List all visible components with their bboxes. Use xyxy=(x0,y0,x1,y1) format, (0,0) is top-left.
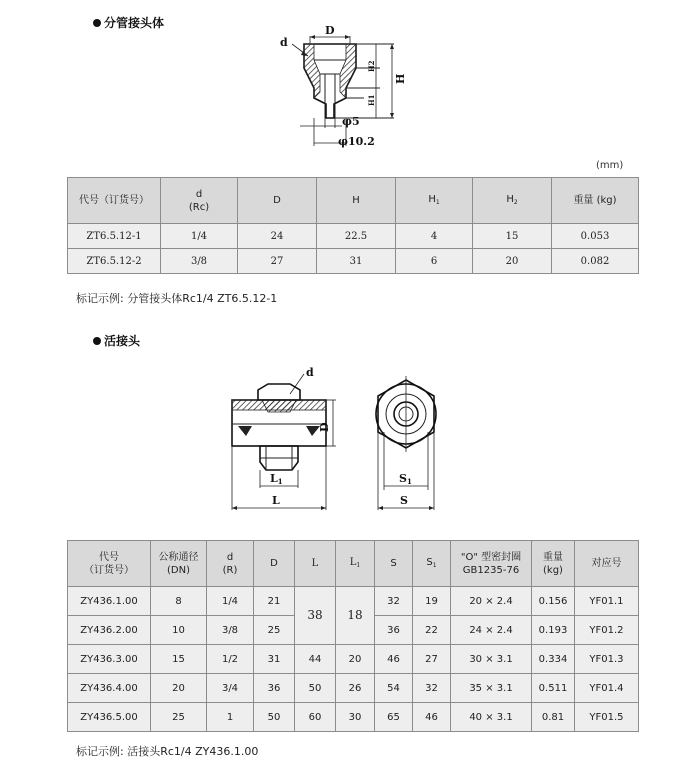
table-header-row xyxy=(68,178,639,224)
header-code: 代号（订货号） xyxy=(68,178,161,224)
header-H2: $H_2$ xyxy=(473,178,552,224)
header-D: D xyxy=(254,541,295,587)
bullet-icon xyxy=(93,337,101,345)
header-dn: 公称通径 (DN) xyxy=(151,541,207,587)
label-D2: D xyxy=(318,422,331,432)
table-row: ZY436.3.00 15 1/2 31 44 20 46 27 30 × 3.1 0.334 YF01.3 xyxy=(68,645,639,674)
table-row: ZT6.5.12-1 1/4 24 22.5 4 15 0.053 xyxy=(68,224,639,249)
label-d2: d xyxy=(306,366,314,379)
table-row: ZY436.1.00 8 1/4 21 38 18 32 19 20 × 2.4 0.156 YF01.1 xyxy=(68,587,639,616)
label-H1: H1 xyxy=(367,94,376,106)
label-L: L xyxy=(272,494,280,507)
table-row: ZY436.4.00 20 3/4 36 50 26 54 32 35 × 3.1 0.511 YF01.4 xyxy=(68,674,639,703)
header-d: d (R) xyxy=(207,541,254,587)
table-row: ZY436.2.00 10 3/8 25 36 22 24 × 2.4 0.193 YF01.2 xyxy=(68,616,639,645)
label-dia10: φ10.2 xyxy=(338,135,375,148)
header-d: d (Rc) xyxy=(161,178,238,224)
label-H2: H2 xyxy=(367,60,376,72)
union-table xyxy=(67,540,639,732)
label-dia5: φ5 xyxy=(342,115,360,128)
header-H: H xyxy=(317,178,396,224)
table-header-row xyxy=(68,541,639,587)
table-row: ZY436.5.00 25 1 50 60 30 65 46 40 × 3.1 0.81 YF01.5 xyxy=(68,703,639,732)
marking-example-2: 标记示例: 活接头Rc1/4 ZY436.1.00 xyxy=(76,745,259,758)
header-match: 对应号 xyxy=(575,541,639,587)
label-S: S xyxy=(400,494,408,507)
branch-fitting-table xyxy=(67,177,639,274)
header-H1: $H_1$ xyxy=(396,178,473,224)
label-D: D xyxy=(325,24,335,37)
label-d: d xyxy=(280,36,288,49)
table-row: ZT6.5.12-2 3/8 27 31 6 20 0.082 xyxy=(68,249,639,274)
header-S: S xyxy=(375,541,413,587)
marking-example-1: 标记示例: 分管接头体Rc1/4 ZT6.5.12-1 xyxy=(76,292,278,305)
header-S1: $S_1$ xyxy=(413,541,451,587)
section2-title: 活接头 xyxy=(93,332,140,349)
label-H: H xyxy=(394,73,407,84)
unit-label: (mm) xyxy=(596,160,624,171)
union-drawing xyxy=(222,362,462,522)
bullet-icon xyxy=(93,19,101,27)
section1-title: 分管接头体 xyxy=(93,14,164,31)
header-D: D xyxy=(238,178,317,224)
label-S1: S1 xyxy=(399,472,412,486)
header-L: L xyxy=(295,541,336,587)
label-L1: L1 xyxy=(270,472,283,486)
branch-fitting-drawing xyxy=(270,22,410,152)
header-o-ring: "O" 型密封圈 GB1235-76 xyxy=(451,541,532,587)
header-weight: 重量 (kg) xyxy=(552,178,639,224)
header-weight: 重量 (kg) xyxy=(532,541,575,587)
header-L1: $L_1$ xyxy=(336,541,375,587)
header-code: 代号 （订货号） xyxy=(68,541,151,587)
